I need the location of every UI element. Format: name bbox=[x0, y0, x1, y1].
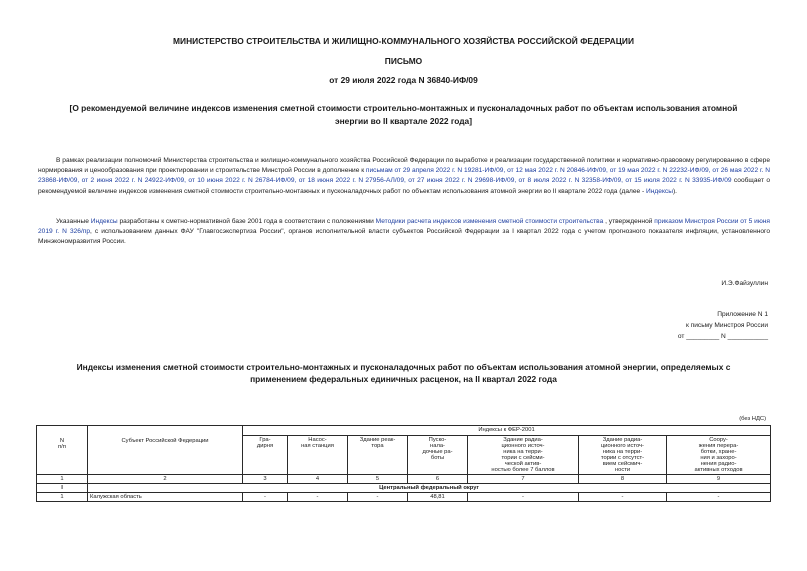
group-header: Индексы к ФЕР-2001 bbox=[243, 426, 771, 436]
indexes-link[interactable]: Индексы bbox=[646, 187, 673, 195]
appendix-line2: к письму Минстроя России bbox=[685, 322, 768, 329]
col-header-nonseismic-building: Здание радиа- ционного источ- ника на терри- тории с отсутст- вием сейсмич- ности bbox=[579, 436, 667, 475]
signature: И.Э.Файзуллин bbox=[721, 280, 768, 287]
col-header-cooling-tower: Гра- дирня bbox=[243, 436, 288, 475]
row-value: - bbox=[348, 493, 408, 502]
column-number-row bbox=[37, 475, 771, 484]
col-header-subject: Субъект Российской Федерации bbox=[88, 426, 243, 475]
row-value: - bbox=[579, 493, 667, 502]
row-value: - bbox=[468, 493, 579, 502]
appendix-line1: Приложение N 1 bbox=[717, 311, 768, 318]
section-label: Центральный федеральный округ bbox=[88, 484, 771, 493]
doc-type: ПИСЬМО bbox=[384, 56, 423, 66]
methodology-link[interactable]: Методики расчета индексов изменения сметной стоимости строительства bbox=[375, 218, 604, 225]
doc-date-number: от 29 июля 2022 года N 36840-ИФ/09 bbox=[329, 75, 478, 85]
doc-subject-line1: [О рекомендуемой величине индексов изменения сметной стоимости строительно-монтажных и пусконаладочных работ по объектам использования атомной bbox=[69, 103, 738, 113]
vat-note: (без НДС) bbox=[739, 416, 766, 422]
col-header-waste-facilities: Соору- жения перера- ботки, хране- ния и захоро- нения радио- активных отходов bbox=[667, 436, 771, 475]
section-row bbox=[37, 484, 771, 493]
col-number: 7 bbox=[468, 475, 579, 484]
paragraph-2: Указанные Индексы разработаны к сметно-нормативной базе 2001 года в соответствии с положениями Методики расчета индексов изменения сметной стоимости строительства , утвержденной приказом Минстроя России от 5 июня 2019 г. N 326/пр, с использованием данных ФАУ "Главгосэкспертиза России", органов исполнительной власти субъектов Российской Федерации за I квартал 2022 года с учетом прогнозного показателя инфляции, установленного Минэкономразвития России. bbox=[38, 218, 770, 246]
col-number: 9 bbox=[667, 475, 771, 484]
col-number: 6 bbox=[408, 475, 468, 484]
indexes-table bbox=[36, 425, 771, 502]
col-number: 3 bbox=[243, 475, 288, 484]
table-title-line1: Индексы изменения сметной стоимости строительно-монтажных и пусконаладочных работ по объектам использования атомной энергии, определяемых с bbox=[76, 362, 731, 372]
row-value: - bbox=[667, 493, 771, 502]
order-link[interactable]: приказом Минстроя России от 5 июня 2019 г. N 326/пр bbox=[38, 218, 770, 236]
letters-link[interactable]: письмам от 29 апреля 2022 г. N 19281-ИФ/09, от 12 мая 2022 г. N 20846-ИФ/09, от 19 мая 2022 г. N 22232-ИФ/09, от 26 мая 2022 г. N 23868-ИФ/09, от 2 июня 2022 г. N 24922-ИФ/09, от 10 июня 2022 г. N 26784-ИФ/09, от 18 июня 2022 г. N 27956-АЛ/09, от 27 июня 2022 г. N 29698-ИФ/09, от 8 июля 2022 г. N 32358-ИФ/09, от 15 июля 2022 г. N 33935-ИФ/09 bbox=[38, 167, 770, 185]
col-header-reactor-building: Здание реак- тора bbox=[348, 436, 408, 475]
col-header-seismic-building: Здание радиа- ционного источ- ника на терри- тории с сейсми- ческой актив- ностью более 7 баллов bbox=[468, 436, 579, 475]
indexes-link-2[interactable]: Индексы bbox=[90, 218, 118, 225]
col-number: 5 bbox=[348, 475, 408, 484]
table-title-line2: применением федеральных единичных расценок, на II квартал 2022 года bbox=[250, 374, 557, 384]
paragraph-1: В рамках реализации полномочий Министерства строительства и жилищно-коммунального хозяйства Российской Федерации по выработке и реализации государственной политики и нормативно-правовому регулированию в сфере нормирования и ценообразования при проектировании и строительстве Минстрой России в дополнение к письмам от 29 апреля 2022 г. N 19281-ИФ/09, от 12 мая 2022 г. N 20846-ИФ/09, от 19 мая 2022 г. N 22232-ИФ/09, от 26 мая 2022 г. N 23868-ИФ/09, от 2 июня 2022 г. N 24922-ИФ/09, от 10 июня 2022 г. N 26784-ИФ/09, от 18 июня 2022 г. N 27956-АЛ/09, от 27 июня 2022 г. N 29698-ИФ/09, от 8 июля 2022 г. N 32358-ИФ/09, от 15 июля 2022 г. N 33935-ИФ/09 сообщает о рекомендуемой величине индексов изменения сметной стоимости строительно-монтажных и пусконаладочных работ по объектам использования атомной энергии во II квартале 2022 года (далее - Индексы). bbox=[38, 157, 771, 195]
doc-subject-line2: энергии во II квартале 2022 года] bbox=[335, 116, 472, 126]
col-header-num: N п/п bbox=[37, 426, 88, 475]
ministry-title: МИНИСТЕРСТВО СТРОИТЕЛЬСТВА И ЖИЛИЩНО-КОММУНАЛЬНОГО ХОЗЯЙСТВА РОССИЙСКОЙ ФЕДЕРАЦИИ bbox=[172, 36, 635, 46]
col-header-pump-station: Насос- ная станция bbox=[288, 436, 348, 475]
table-row bbox=[37, 493, 771, 502]
col-number: 8 bbox=[579, 475, 667, 484]
row-subject: Калужская область bbox=[88, 493, 243, 502]
col-header-commissioning: Пуско- нала- дочные ра- боты bbox=[408, 436, 468, 475]
col-number: 4 bbox=[288, 475, 348, 484]
section-number: I bbox=[37, 484, 88, 493]
col-number: 2 bbox=[88, 475, 243, 484]
row-value: 48,81 bbox=[408, 493, 468, 502]
row-number: 1 bbox=[37, 493, 88, 502]
row-value: - bbox=[288, 493, 348, 502]
row-value: - bbox=[243, 493, 288, 502]
appendix-line3: от _________ N ___________ bbox=[677, 333, 768, 340]
col-number: 1 bbox=[37, 475, 88, 484]
